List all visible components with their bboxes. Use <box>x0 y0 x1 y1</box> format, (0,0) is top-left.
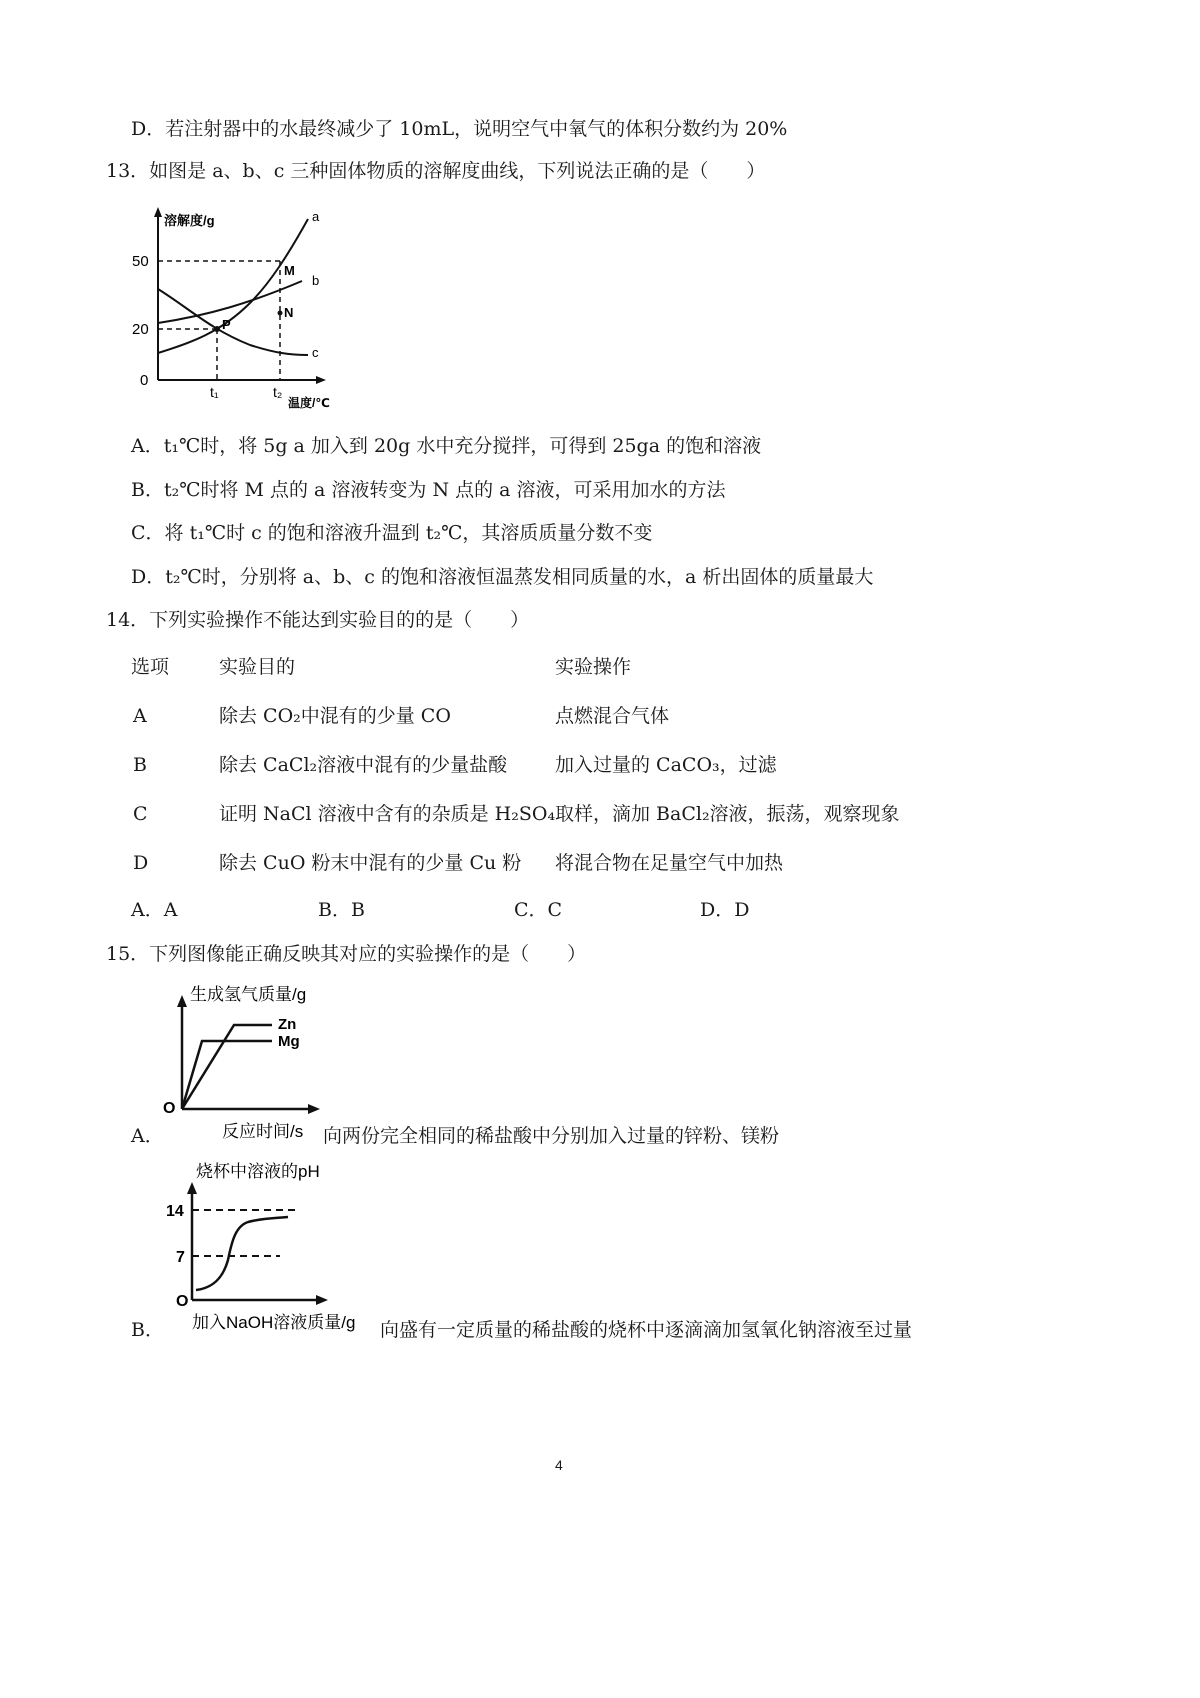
table-row-c-operation: 取样，滴加 BaCl₂溶液，振荡，观察现象 <box>555 803 900 825</box>
y-axis-label: 溶解度/g <box>164 213 215 228</box>
line-mg <box>182 1041 272 1109</box>
curve-label-c: c <box>312 345 319 360</box>
q14-answer-c: C．C <box>514 899 563 921</box>
y-tick-20: 20 <box>132 321 149 338</box>
series-label-mg: Mg <box>278 1033 300 1050</box>
y-axis-arrow <box>187 1182 197 1194</box>
x-axis-label: 加入NaOH溶液质量/g <box>192 1313 356 1332</box>
series-label-zn: Zn <box>278 1016 297 1033</box>
point-n <box>278 311 283 316</box>
q14-answer-b: B．B <box>318 899 365 921</box>
q14-answer-d: D．D <box>700 899 750 921</box>
y-tick-14: 14 <box>166 1203 184 1220</box>
ph-curve-figure <box>168 1160 383 1333</box>
table-header-operation: 实验操作 <box>555 656 632 678</box>
q13-stem: 13．如图是 a、b、c 三种固体物质的溶解度曲线，下列说法正确的是（ ） <box>106 160 766 182</box>
q14-answer-a: A．A <box>131 899 178 921</box>
point-label-p: P <box>222 317 231 332</box>
table-row-a-letter: A <box>133 705 147 727</box>
y-tick-50: 50 <box>132 253 149 270</box>
q13-option-a: A．t₁℃时，将 5g a 加入到 20g 水中充分搅拌，可得到 25ga 的饱和溶液 <box>131 435 762 457</box>
q15-stem: 15．下列图像能正确反映其对应的实验操作的是（ ） <box>106 943 587 965</box>
table-row-d-operation: 将混合物在足量空气中加热 <box>555 852 784 874</box>
x-axis-label: 反应时间/s <box>222 1122 304 1141</box>
point-label-m: M <box>284 263 295 278</box>
page-number: 4 <box>555 1457 563 1473</box>
x-axis-arrow <box>308 1104 320 1114</box>
q15-option-a-letter: A． <box>131 1125 164 1147</box>
table-row-c-letter: C <box>133 803 148 825</box>
origin-label: O <box>163 1100 176 1117</box>
x-axis-arrow <box>316 1295 328 1305</box>
table-header-option: 选项 <box>131 656 170 678</box>
q15-option-b-letter: B． <box>131 1319 164 1341</box>
table-row-b-letter: B <box>133 754 147 776</box>
curve-label-b: b <box>312 273 320 288</box>
y-tick-7: 7 <box>176 1249 185 1266</box>
y-tick-0: 0 <box>140 372 149 389</box>
x-axis-label: 温度/℃ <box>288 396 330 410</box>
q13-option-b: B．t₂℃时将 M 点的 a 溶液转变为 N 点的 a 溶液，可采用加水的方法 <box>131 479 726 501</box>
table-row-c-purpose: 证明 NaCl 溶液中含有的杂质是 H₂SO₄ <box>219 803 556 825</box>
solubility-curve-figure <box>130 205 330 410</box>
q15-option-a-text: 向两份完全相同的稀盐酸中分别加入过量的锌粉、镁粉 <box>323 1125 780 1147</box>
table-row-b-purpose: 除去 CaCl₂溶液中混有的少量盐酸 <box>219 754 508 776</box>
q13-option-d: D．t₂℃时，分别将 a、b、c 的饱和溶液恒温蒸发相同质量的水，a 析出固体的质量最大 <box>131 566 874 588</box>
curve-label-a: a <box>312 209 320 224</box>
table-row-a-operation: 点燃混合气体 <box>555 705 670 727</box>
table-row-d-purpose: 除去 CuO 粉末中混有的少量 Cu 粉 <box>219 852 522 874</box>
y-axis-label: 烧杯中溶液的pH <box>196 1162 320 1181</box>
table-header-purpose: 实验目的 <box>219 656 296 678</box>
ph-curve <box>196 1217 288 1290</box>
origin-label: O <box>176 1293 189 1310</box>
q13-option-c: C．将 t₁℃时 c 的饱和溶液升温到 t₂℃，其溶质质量分数不变 <box>131 522 653 544</box>
table-row-d-letter: D <box>133 852 149 874</box>
table-row-b-operation: 加入过量的 CaCO₃，过滤 <box>555 754 777 776</box>
x-axis-arrow <box>316 376 326 384</box>
q12-option-d: D．若注射器中的水最终减少了 10mL，说明空气中氧气的体积分数约为 20% <box>131 118 788 140</box>
point-label-n: N <box>284 305 294 320</box>
table-row-a-purpose: 除去 CO₂中混有的少量 CO <box>219 705 451 727</box>
point-p <box>214 326 220 332</box>
q15-option-b-text: 向盛有一定质量的稀盐酸的烧杯中逐滴滴加氢氧化钠溶液至过量 <box>380 1319 913 1341</box>
curve-a <box>158 219 308 353</box>
hydrogen-mass-figure <box>160 983 335 1145</box>
y-axis-arrow <box>177 995 187 1007</box>
q14-stem: 14．下列实验操作不能达到实验目的的是（ ） <box>106 609 530 631</box>
y-axis-label: 生成氢气质量/g <box>190 985 307 1004</box>
x-tick-t1: t₁ <box>210 384 219 400</box>
y-axis-arrow <box>154 207 162 217</box>
x-tick-t2: t₂ <box>273 384 283 400</box>
